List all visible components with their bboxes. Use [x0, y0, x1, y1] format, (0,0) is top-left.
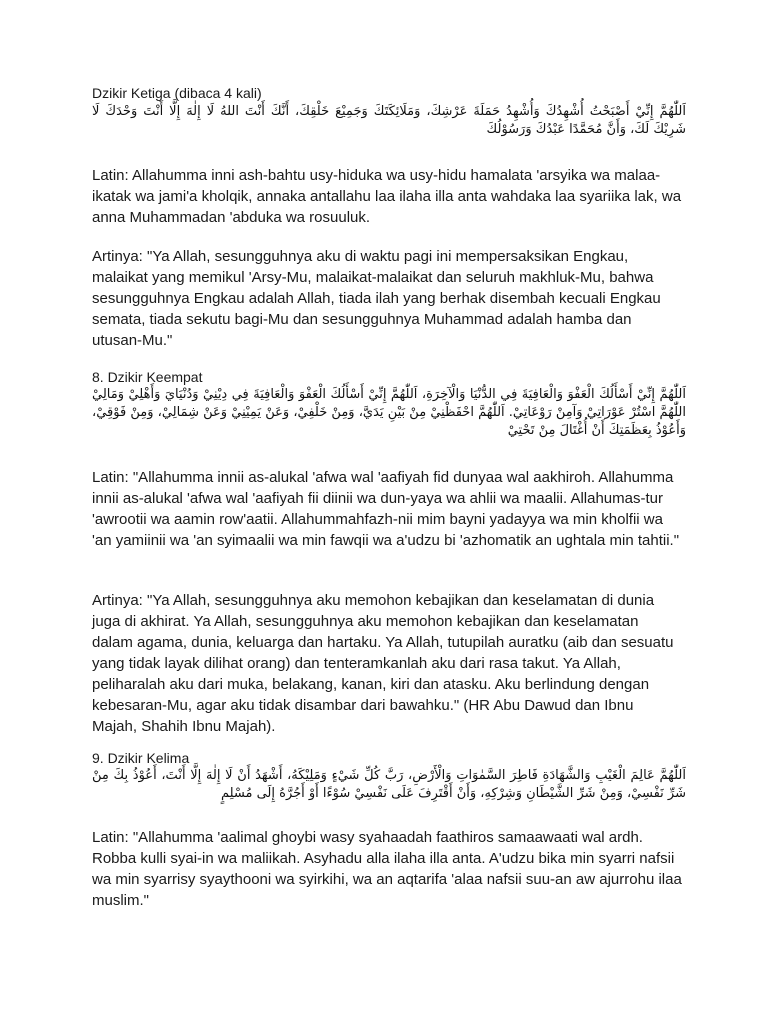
arabic-dzikir-keempat: اَللّٰهُمَّ إِنِّيْ أَسْأَلُكَ الْعَفْوَ وَالْعَافِيَةَ فِي الدُّنْيَا وَالْآخِرَةِ، اَللّٰهُمَّ إِنِّيْ أَسْأَلُكَ الْعَفْوَ وَالْعَافِيَةَ فِي دِيْنِيْ وَدُنْيَايَ وَأَهْلِيْ وَمَالِيْ اللّٰهُمَّ اسْتُرْ عَوْرَاتِيْ وَآمِنْ رَوْعَاتِيْ. اَللّٰهُمَّ احْفَظْنِيْ مِنْ بَيْنِ يَدَيَّ، وَمِنْ خَلْفِيْ، وَعَنْ يَمِيْنِيْ وَعَنْ شِمَالِيْ، وَمِنْ فَوْقِيْ، وَأَعُوْذُ بِعَظَمَتِكَ أَنْ أُغْتَالَ مِنْ تَحْتِيْ — [92, 387, 686, 438]
heading-dzikir-kelima: 9. Dzikir Kelima — [92, 750, 190, 766]
arabic-dzikir-kelima: اَللّٰهُمَّ عَالِمَ الْغَيْبِ وَالشَّهَادَةِ فَاطِرَ السَّمٰوَاتِ وَالْأَرْضِ، رَبَّ كُلِّ شَيْءٍ وَمَلِيْكَهُ، أَشْهَدُ أَنْ لَا إِلٰهَ إِلَّا أَنْتَ، أَعُوْذُ بِكَ مِنْ شَرِّ نَفْسِيْ، وَمِنْ شَرِّ الشَّيْطَانِ وَشِرْكِهِ، وَأَنْ أَقْتَرِفَ عَلَى نَفْسِيْ سُوْءًا أَوْ أَجُرَّهُ إِلَى مُسْلِمٍ — [92, 768, 686, 801]
latin-dzikir-keempat: Latin: "Allahumma innii as-alukal 'afwa wal 'aafiyah fid dunyaa wal aakhiroh. Allahumma innii as-alukal 'afwa wal 'aafiyah fii diinii wa dun-yaya wa ahlii wa maalii. Allahumas-tur 'awrootii wa aamin row'aatii. Allahummahfazh-nii mim bayni yadayya wa min kholfii wa 'an yamiinii wa 'an syimaalii wa min fawqii wa a'udzu bi 'azhomatik an ughtala min tahtii." — [92, 469, 680, 549]
heading-dzikir-keempat: 8. Dzikir Keempat — [92, 369, 203, 385]
latin-dzikir-ketiga: Latin: Allahumma inni ash-bahtu usy-hiduka wa usy-hidu hamalata 'arsyika wa malaa-ikatak wa jami'a kholqik, annaka antallahu laa ilaha illa anta wahdaka laa syariika lak, wa anna Muhammadan 'abduka wa rosuuluk. — [92, 167, 682, 226]
artinya-dzikir-keempat: Artinya: "Ya Allah, sesungguhnya aku memohon kebajikan dan keselamatan di dunia juga di akhirat. Ya Allah, sesungguhnya aku memohon kebajikan dan keselamatan dalam agama, dunia, keluarga dan hartaku. Ya Allah, tutupilah auratku (aib dan sesuatu yang tidak layak dilihat orang) dan tenteramkanlah aku dari rasa takut. Ya Allah, peliharalah aku dari muka, belakang, kanan, kiri dan atasku. Aku berlindung dengan kebesaran-Mu, agar aku tidak disambar dari bawahku." (HR Abu Dawud dan Ibnu Majah, Shahih Ibnu Majah). — [92, 592, 674, 735]
arabic-dzikir-ketiga: اَللّٰهُمَّ إِنِّيْ أَصْبَحْتُ أُشْهِدُكَ وَأُشْهِدُ حَمَلَةَ عَرْشِكَ، وَمَلَائِكَتَكَ وَجَمِيْعَ خَلْقِكَ، أَنَّكَ أَنْتَ اللهُ لَا إِلٰهَ إِلَّا أَنْتَ وَحْدَكَ لَا شَرِيْكَ لَكَ، وَأَنَّ مُحَمَّدًا عَبْدُكَ وَرَسُوْلُكَ — [92, 104, 686, 137]
latin-dzikir-kelima: Latin: "Allahumma 'aalimal ghoybi wasy syahaadah faathiros samaawaati wal ardh. Robba kulli syai-in wa maliikah. Asyhadu alla ilaha illa anta. A'udzu bika min syarri nafsii wa min syarrisy syaythooni wa syirkihi, wa an aqtarifa 'alaa nafsii suu-an aw ajurrohu ilaa muslim." — [92, 829, 682, 909]
heading-dzikir-ketiga: Dzikir Ketiga (dibaca 4 kali) — [92, 85, 262, 101]
artinya-dzikir-ketiga: Artinya: "Ya Allah, sesungguhnya aku di waktu pagi ini mempersaksikan Engkau, malaikat yang memikul 'Arsy-Mu, malaikat-malaikat dan seluruh makhluk-Mu, bahwa sesungguhnya Engkau adalah Allah, tiada ilah yang berhak disembah kecuali Engkau semata, tiada sekutu bagi-Mu dan sesungguhnya Muhammad adalah hamba dan utusan-Mu." — [92, 248, 661, 349]
